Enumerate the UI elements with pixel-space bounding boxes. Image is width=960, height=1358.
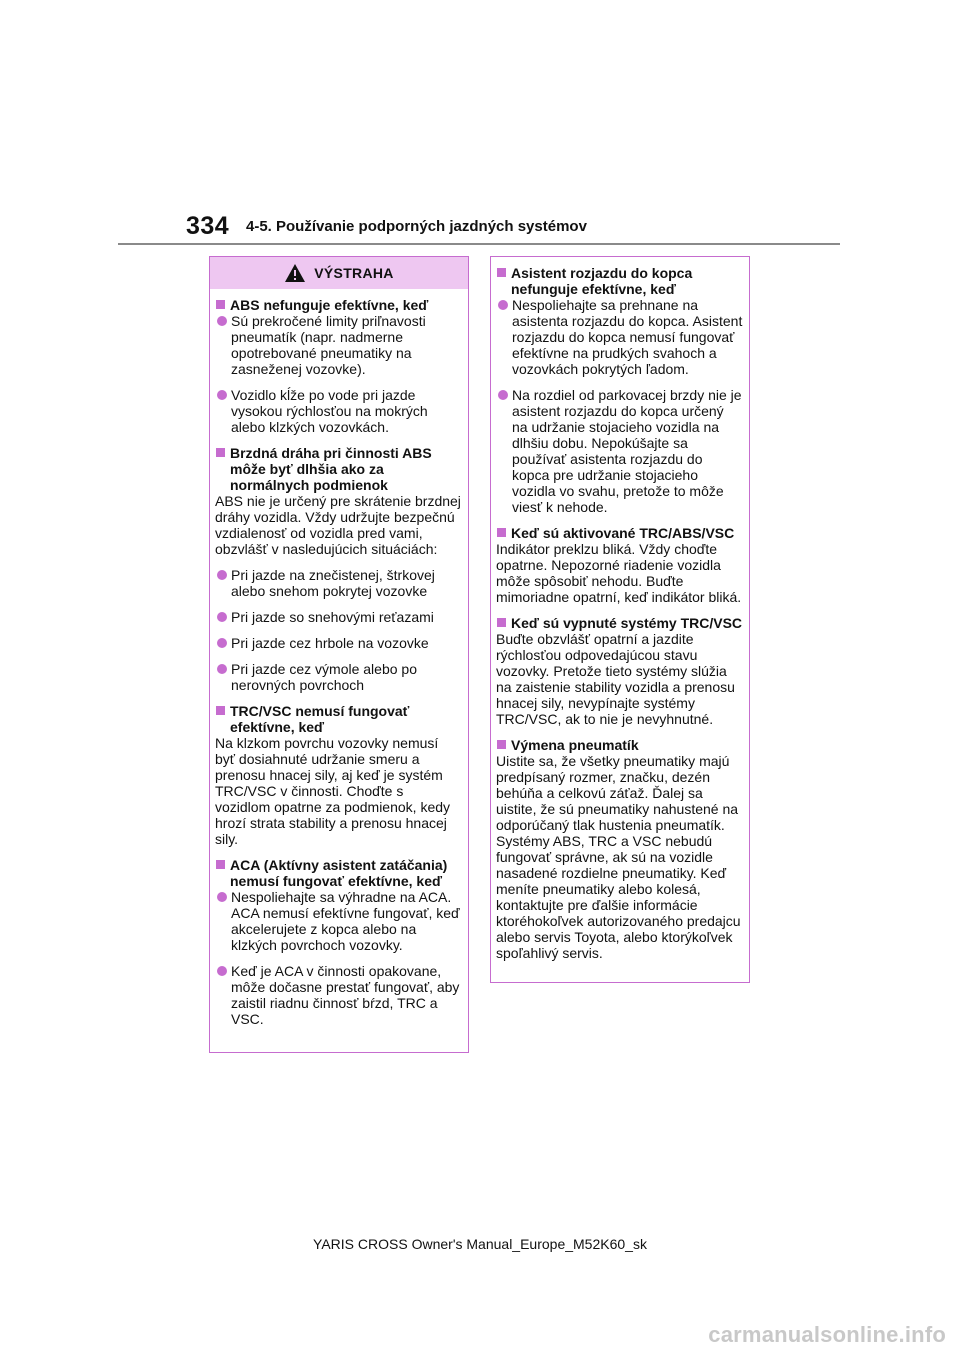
list-item [215, 661, 462, 693]
section-trc-abs-vsc-active [496, 525, 743, 605]
footer-manual-id: YARIS CROSS Owner's Manual_Europe_M52K60_sk [313, 1236, 647, 1252]
section-heading-text: ABS nefunguje efektívne, keď [230, 297, 429, 313]
round-bullet-icon [498, 300, 508, 310]
list-item [215, 963, 462, 1027]
list-item [215, 635, 462, 651]
section-trc-vsc-off [496, 615, 743, 727]
list-item-text: Sú prekročené limity priľnavosti pneumatík (napr. nadmerne opotrebované pneumatiky na zasneženej vozovke). [231, 313, 426, 377]
round-bullet-icon [217, 892, 227, 902]
list-item [496, 297, 743, 377]
list-item-text: Nespoliehajte sa výhradne na ACA. ACA nemusí efektívne fungovať, keď akcelerujete z kopca alebo na klzkých povrchoch vozovky. [231, 889, 460, 953]
list-item-text: Pri jazde cez hrbole na vozovke [231, 635, 429, 651]
section-aca [215, 857, 462, 1027]
warning-box-right [490, 256, 750, 983]
list-item-text: Pri jazde so snehovými reťazami [231, 609, 434, 625]
list-item [215, 313, 462, 377]
paragraph: Uistite sa, že všetky pneumatiky majú predpísaný rozmer, značku, dezén behúňa a celkovú záťaž. Ďalej sa uistite, že sú pneumatiky nahustené na odporúčaný tlak hustenia pneumatík. Systémy ABS, TRC a VSC nebudú fungovať správne, ak sú na vozidle nasadené rozdielne pneumatiky. Keď meníte pneumatiky alebo kolesá, kontaktujte pre ďalšie informácie ktoréhokoľvek autorizovaného predajcu alebo servis Toyota, alebo ktorýkoľvek spoľahlivý servis. [496, 753, 741, 961]
section-heading [496, 737, 743, 753]
square-bullet-icon [497, 268, 506, 277]
section-title: 4-5. Používanie podporných jazdných systémov [246, 218, 587, 235]
square-bullet-icon [216, 448, 225, 457]
warning-title: VÝSTRAHA [314, 265, 394, 281]
round-bullet-icon [217, 570, 227, 580]
list-item [215, 609, 462, 625]
section-heading-text: ACA (Aktívny asistent zatáčania) nemusí fungovať efektívne, keď [230, 857, 448, 889]
section-heading [215, 857, 462, 889]
round-bullet-icon [217, 966, 227, 976]
round-bullet-icon [498, 390, 508, 400]
section-braking-distance [215, 445, 462, 693]
paragraph: Indikátor preklzu bliká. Vždy choďte opatrne. Nepozorné riadenie vozidla môže spôsobiť nehodu. Buďte mimoriadne opatrní, keď indikátor bliká. [496, 541, 742, 605]
list-item-text: Nespoliehajte sa prehnane na asistenta rozjazdu do kopca. Asistent rozjazdu do kopca nemusí fungovať efektívne na prudkých svahoch a vozovkách pokrytých ľadom. [512, 297, 743, 377]
list-item [215, 567, 462, 599]
section-heading [215, 297, 462, 313]
section-heading-text: Keď sú vypnuté systémy TRC/VSC [511, 615, 743, 631]
square-bullet-icon [497, 740, 506, 749]
section-heading-text: Brzdná dráha pri činnosti ABS môže byť dlhšia ako za normálnych podmienok [230, 445, 432, 493]
list-item [496, 387, 743, 515]
page-number: 334 [186, 212, 230, 240]
section-abs [215, 297, 462, 435]
square-bullet-icon [216, 300, 225, 309]
section-hill-start [496, 265, 743, 515]
square-bullet-icon [497, 618, 506, 627]
section-heading-text: Keď sú aktivované TRC/ABS/VSC [511, 525, 735, 541]
section-heading [215, 703, 462, 735]
list-item [215, 889, 462, 953]
section-heading-text: Výmena pneumatík [511, 737, 639, 753]
header-rule [118, 243, 840, 245]
list-item-text: Pri jazde na znečistenej, štrkovej alebo snehom pokrytej vozovke [231, 567, 435, 599]
round-bullet-icon [217, 390, 227, 400]
round-bullet-icon [217, 664, 227, 674]
section-heading-text: TRC/VSC nemusí fungovať efektívne, keď [230, 703, 410, 735]
section-tire-replacement [496, 737, 743, 961]
watermark: carmanualsonline.info [708, 1322, 946, 1347]
paragraph: Buďte obzvlášť opatrní a jazdite rýchlosťou odpovedajúcou stavu vozovky. Pretože tieto systémy slúžia na zaistenie stability vozidla a prenosu hnacej sily, nevypínajte systémy TRC/VSC, ak to nie je nevyhnutné. [496, 631, 735, 727]
list-item [215, 387, 462, 435]
list-item-text: Vozidlo kĺže po vode pri jazde vysokou rýchlosťou na mokrých alebo klzkých vozovkách. [231, 387, 428, 435]
warning-triangle-icon [284, 263, 306, 283]
paragraph: ABS nie je určený pre skrátenie brzdnej dráhy vozidla. Vždy udržujte bezpečnú vzdialenosť od vozidla pred vami, obzvlášť v nasledujúcich situáciách: [215, 493, 461, 557]
section-heading [215, 445, 462, 493]
round-bullet-icon [217, 638, 227, 648]
round-bullet-icon [217, 316, 227, 326]
section-trc-vsc [215, 703, 462, 847]
round-bullet-icon [217, 612, 227, 622]
square-bullet-icon [216, 860, 225, 869]
list-item-text: Na rozdiel od parkovacej brzdy nie je asistent rozjazdu do kopca určený na udržanie stojacieho vozidla na dlhšiu dobu. Nepokúšajte sa používať asistenta rozjazdu do kopca pre udržanie stojacieho vozidla vo svahu, pretože to môže viesť k nehode. [512, 387, 742, 515]
section-heading-text: Asistent rozjazdu do kopca nefunguje efektívne, keď [511, 265, 693, 297]
paragraph: Na klzkom povrchu vozovky nemusí byť dosiahnuté udržanie smeru a prenosu hnacej sily, aj keď je systém TRC/VSC v činnosti. Choďte s vozidlom opatrne za podmienok, kedy hrozí strata stability a prenosu hnacej sily. [215, 735, 451, 847]
section-heading [496, 615, 743, 631]
list-item-text: Keď je ACA v činnosti opakovane, môže dočasne prestať fungovať, aby zaistil riadnu činnosť bŕzd, TRC a VSC. [231, 963, 460, 1027]
list-item-text: Pri jazde cez výmole alebo po nerovných povrchoch [231, 661, 417, 693]
square-bullet-icon [216, 706, 225, 715]
square-bullet-icon [497, 528, 506, 537]
section-heading [496, 525, 743, 541]
warning-header [210, 257, 468, 289]
warning-box-left [209, 256, 469, 1053]
section-heading [496, 265, 743, 297]
